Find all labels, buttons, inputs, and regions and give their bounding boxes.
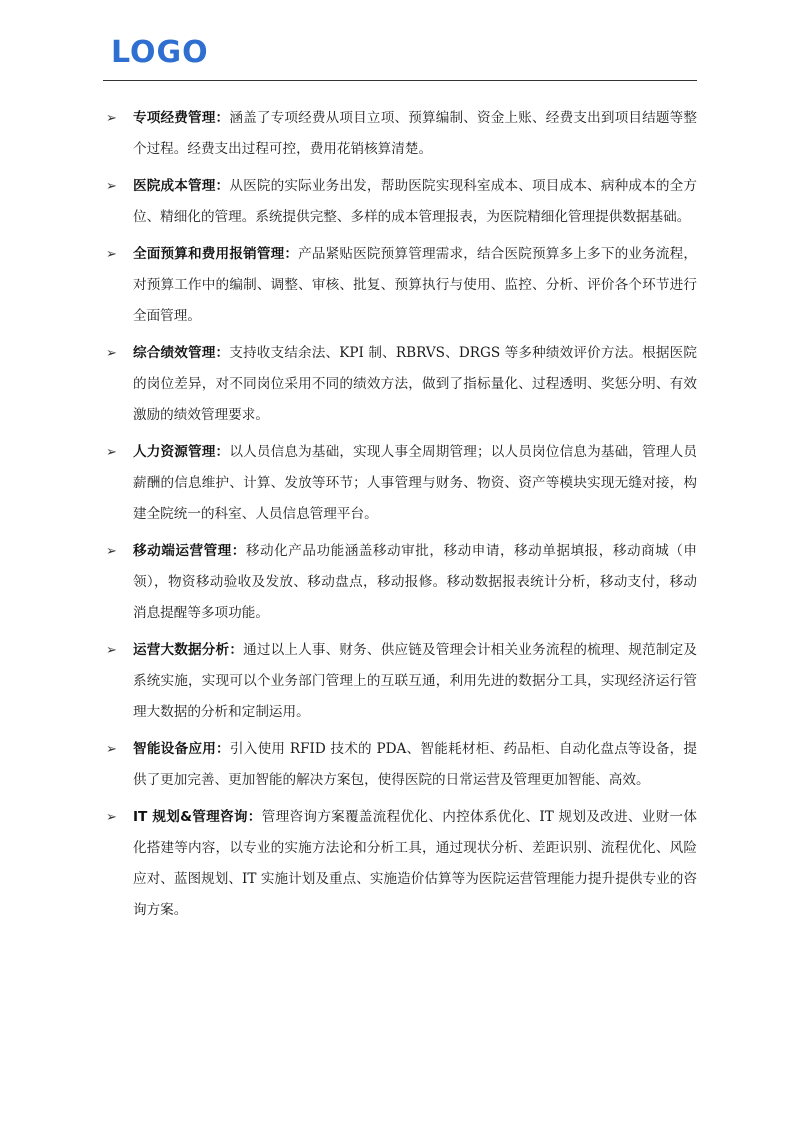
list-item-text: 移动化产品功能涵盖移动审批，移动申请，移动单据填报，移动商城（申领），物资移动验收及发放、移动盘点，移动报修。移动数据报表统计分析，移动支付，移动消息提醒等多项功能。	[133, 543, 697, 621]
arrow-bullet-icon: ➢	[106, 544, 117, 559]
list-item-hospital-cost-management	[103, 171, 697, 233]
list-item-paragraph	[133, 802, 697, 926]
list-item-text: 支持收支结余法、KPI 制、RBRVS、DRGS 等多种绩效评价方法。根据医院的岗位差异，对不同岗位采用不同的绩效方法，做到了指标量化、过程透明、奖惩分明、有效激励的绩效管理要求。	[133, 345, 697, 423]
list-item-text: 从医院的实际业务出发，帮助医院实现科室成本、项目成本、病种成本的全方位、精细化的管理。系统提供完整、多样的成本管理报表，为医院精细化管理提供数据基础。	[133, 178, 698, 225]
list-item-term: IT 规划&管理咨询：	[133, 809, 262, 825]
list-item-paragraph	[133, 103, 697, 165]
list-item-text: 引入使用 RFID 技术的 PDA、智能耗材柜、药品柜、自动化盘点等设备，提供了更加完善、更加智能的解决方案包，使得医院的日常运营及管理更加智能、高效。	[133, 741, 698, 788]
list-item-term: 医院成本管理：	[133, 178, 230, 194]
page-header	[103, 36, 697, 82]
list-item-term: 智能设备应用：	[133, 741, 230, 757]
list-item-special-fund-management	[103, 103, 697, 165]
arrow-bullet-icon: ➢	[106, 810, 117, 825]
header-divider	[103, 80, 697, 81]
list-item-it-planning-consulting	[103, 802, 697, 926]
list-item-term: 综合绩效管理：	[133, 345, 230, 361]
list-item-smart-device-application	[103, 734, 697, 796]
list-item-paragraph	[133, 171, 697, 233]
list-item-text: 产品紧贴医院预算管理需求，结合医院预算多上多下的业务流程，对预算工作中的编制、调整、审核、批复、预算执行与使用、监控、分析、评价各个环节进行全面管理。	[133, 246, 698, 324]
list-item-text: 通过以上人事、财务、供应链及管理会计相关业务流程的梳理、规范制定及系统实施，实现可以个业务部门管理上的互联互通，利用先进的数据分工具，实现经济运行管理大数据的分析和定制运用。	[133, 642, 698, 720]
logo: LOGO	[111, 35, 209, 70]
list-item-term: 运营大数据分析：	[133, 642, 244, 658]
list-item-text: 涵盖了专项经费从项目立项、预算编制、资金上账、经费支出到项目结题等整个过程。经费支出过程可控，费用花销核算清楚。	[133, 110, 698, 157]
arrow-bullet-icon: ➢	[106, 346, 117, 361]
list-item-paragraph	[133, 536, 697, 629]
list-item-term: 人力资源管理：	[133, 444, 230, 460]
list-item-mobile-operations-management	[103, 536, 697, 629]
arrow-bullet-icon: ➢	[106, 742, 117, 757]
list-item-human-resources-management	[103, 437, 697, 530]
arrow-bullet-icon: ➢	[106, 247, 117, 262]
list-item-term: 移动端运营管理：	[133, 543, 246, 559]
arrow-bullet-icon: ➢	[106, 179, 117, 194]
list-item-paragraph	[133, 734, 697, 796]
arrow-bullet-icon: ➢	[106, 445, 117, 460]
list-item-performance-management	[103, 338, 697, 431]
list-item-term: 全面预算和费用报销管理：	[133, 246, 299, 262]
list-item-text: 管理咨询方案覆盖流程优化、内控体系优化、IT 规划及改进、业财一体化搭建等内容，以专业的实施方法论和分析工具，通过现状分析、差距识别、流程优化、风险应对、蓝图规划、IT 实施计划及重点、实施造价估算等为医院运营管理能力提升提供专业的咨询方案。	[133, 809, 697, 918]
list-item-budget-expense-management	[103, 239, 697, 332]
arrow-bullet-icon: ➢	[106, 111, 117, 126]
arrow-bullet-icon: ➢	[106, 643, 117, 658]
list-item-big-data-analysis	[103, 635, 697, 728]
feature-list	[103, 103, 697, 932]
list-item-text: 以人员信息为基础，实现人事全周期管理；以人员岗位信息为基础，管理人员薪酬的信息维护、计算、发放等环节；人事管理与财务、物资、资产等模块实现无缝对接，构建全院统一的科室、人员信息管理平台。	[133, 444, 698, 522]
list-item-term: 专项经费管理：	[133, 110, 230, 126]
list-item-paragraph	[133, 635, 697, 728]
list-item-paragraph	[133, 239, 697, 332]
list-item-paragraph	[133, 437, 697, 530]
list-item-paragraph	[133, 338, 697, 431]
